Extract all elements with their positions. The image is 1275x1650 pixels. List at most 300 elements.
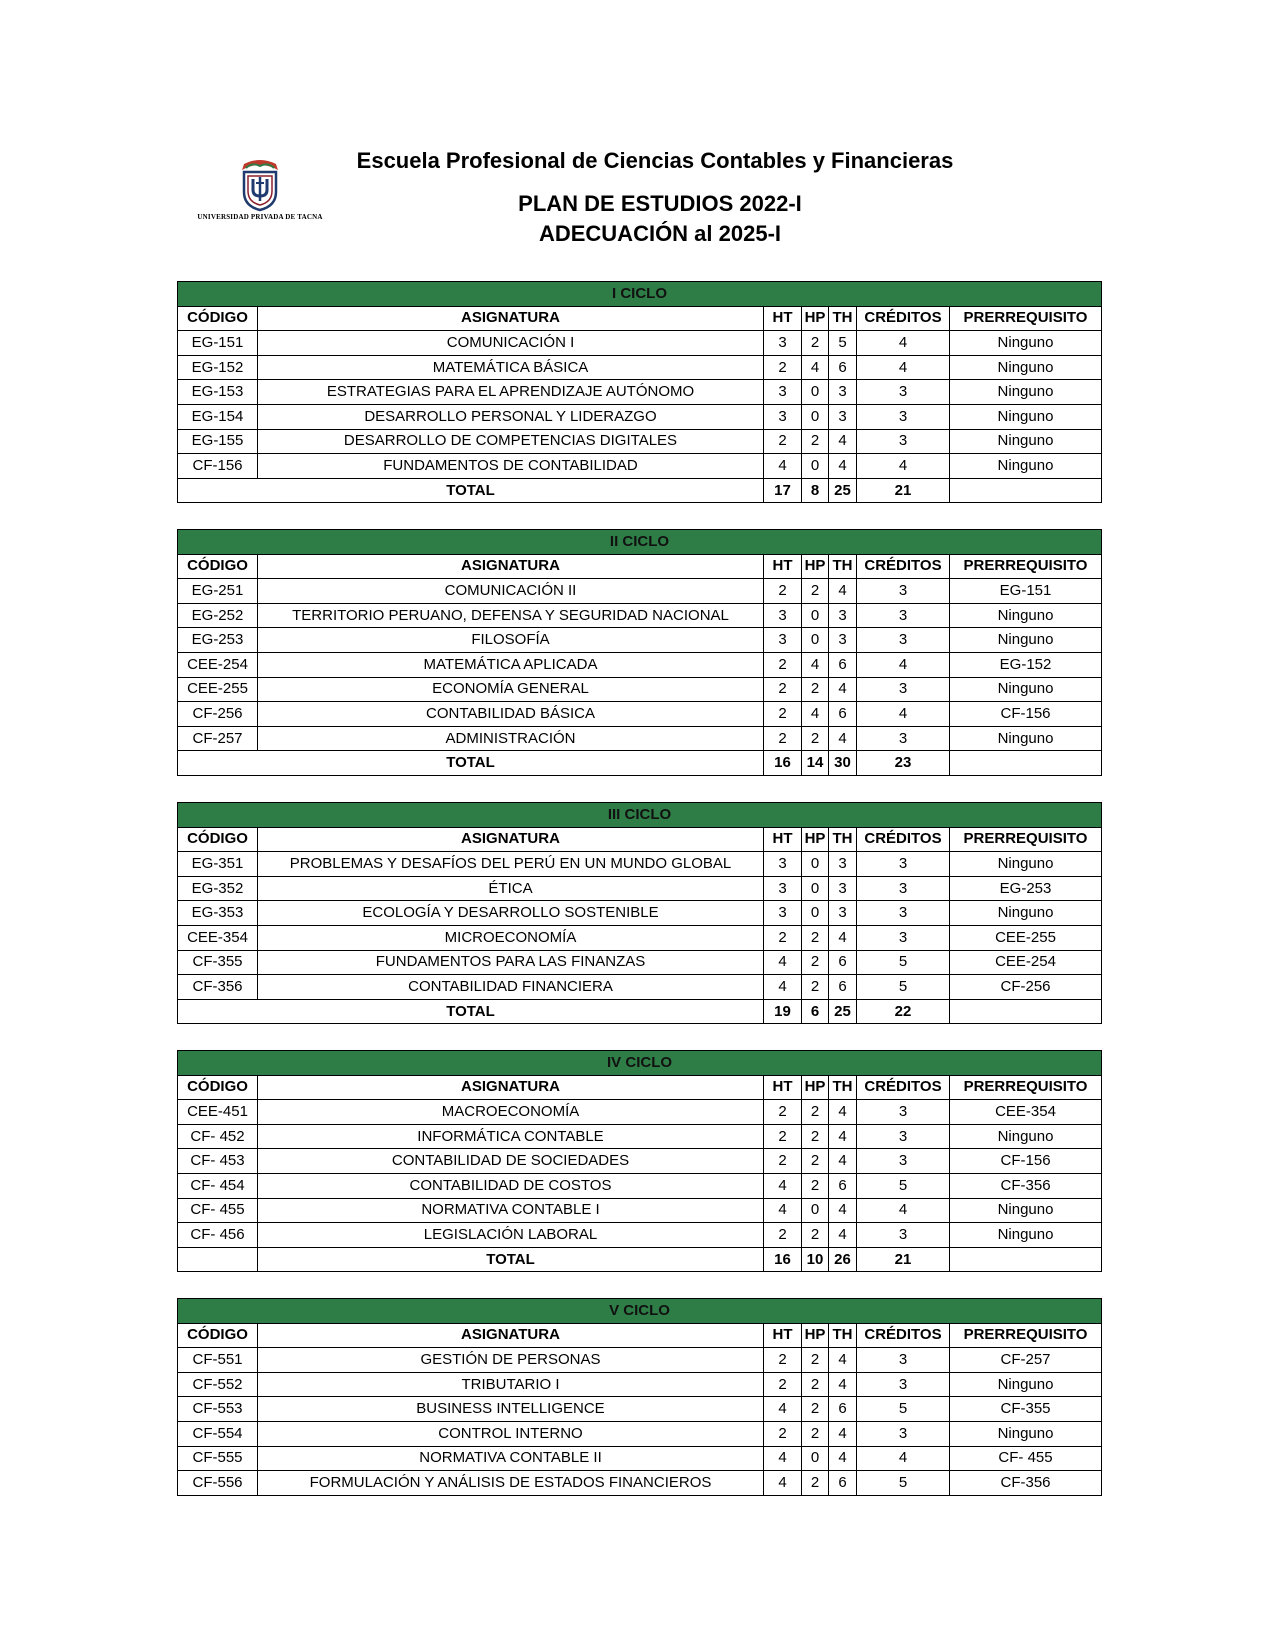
cell-hp: 2 bbox=[802, 331, 829, 356]
cell-prereq: CF-356 bbox=[950, 1471, 1102, 1496]
table-row bbox=[178, 1223, 1102, 1248]
table-row bbox=[178, 628, 1102, 653]
cycle-title: IV CICLO bbox=[178, 1051, 1102, 1076]
total-empty-cell bbox=[950, 751, 1102, 776]
cell-hp: 0 bbox=[802, 454, 829, 479]
cell-code: CF-551 bbox=[178, 1348, 258, 1373]
cell-prereq: Ninguno bbox=[950, 603, 1102, 628]
cell-credits: 4 bbox=[857, 454, 950, 479]
table-row bbox=[178, 454, 1102, 479]
cell-ht: 3 bbox=[764, 331, 802, 356]
cell-hp: 2 bbox=[802, 726, 829, 751]
table-row bbox=[178, 1149, 1102, 1174]
cell-th: 5 bbox=[829, 331, 857, 356]
cell-prereq: CF-257 bbox=[950, 1348, 1102, 1373]
cell-credits: 3 bbox=[857, 1372, 950, 1397]
cell-ht: 3 bbox=[764, 901, 802, 926]
column-header-prereq: PRERREQUISITO bbox=[950, 306, 1102, 331]
cell-ht: 4 bbox=[764, 1446, 802, 1471]
cell-code: CF-257 bbox=[178, 726, 258, 751]
cell-code: CF- 453 bbox=[178, 1149, 258, 1174]
cell-hp: 2 bbox=[802, 1348, 829, 1373]
cycle-title-row bbox=[178, 282, 1102, 307]
column-header-th: TH bbox=[829, 827, 857, 852]
cell-subject: COMUNICACIÓN I bbox=[258, 331, 764, 356]
cell-th: 4 bbox=[829, 1446, 857, 1471]
column-header-ht: HT bbox=[764, 306, 802, 331]
cycle-title-row bbox=[178, 530, 1102, 555]
total-ht: 16 bbox=[764, 1247, 802, 1272]
cell-hp: 2 bbox=[802, 429, 829, 454]
cell-code: EG-352 bbox=[178, 876, 258, 901]
cell-subject: CONTABILIDAD DE COSTOS bbox=[258, 1173, 764, 1198]
cell-credits: 5 bbox=[857, 1173, 950, 1198]
cell-prereq: Ninguno bbox=[950, 404, 1102, 429]
cell-credits: 3 bbox=[857, 429, 950, 454]
table-row bbox=[178, 1348, 1102, 1373]
table-row bbox=[178, 1100, 1102, 1125]
table-row bbox=[178, 726, 1102, 751]
cell-code: CF-552 bbox=[178, 1372, 258, 1397]
table-row bbox=[178, 652, 1102, 677]
total-hp: 8 bbox=[802, 478, 829, 503]
school-title: Escuela Profesional de Ciencias Contables y Financieras bbox=[356, 148, 954, 173]
cell-credits: 3 bbox=[857, 876, 950, 901]
column-header-subject: ASIGNATURA bbox=[258, 554, 764, 579]
total-empty-cell bbox=[178, 1247, 258, 1272]
cell-credits: 5 bbox=[857, 1397, 950, 1422]
cell-credits: 3 bbox=[857, 1100, 950, 1125]
cell-prereq: Ninguno bbox=[950, 429, 1102, 454]
column-header-code: CÓDIGO bbox=[178, 827, 258, 852]
cell-subject: INFORMÁTICA CONTABLE bbox=[258, 1124, 764, 1149]
total-credits: 22 bbox=[857, 999, 950, 1024]
cell-credits: 5 bbox=[857, 950, 950, 975]
table-row bbox=[178, 677, 1102, 702]
cell-ht: 2 bbox=[764, 355, 802, 380]
cell-credits: 3 bbox=[857, 404, 950, 429]
total-credits: 21 bbox=[857, 1247, 950, 1272]
cell-prereq: CF-356 bbox=[950, 1173, 1102, 1198]
cell-credits: 3 bbox=[857, 901, 950, 926]
cell-th: 3 bbox=[829, 404, 857, 429]
table-row bbox=[178, 429, 1102, 454]
cell-credits: 4 bbox=[857, 1446, 950, 1471]
cell-subject: MICROECONOMÍA bbox=[258, 925, 764, 950]
total-row bbox=[178, 751, 1102, 776]
cycle-table bbox=[177, 529, 1102, 776]
cell-prereq: CF-355 bbox=[950, 1397, 1102, 1422]
cell-hp: 2 bbox=[802, 1173, 829, 1198]
table-row bbox=[178, 702, 1102, 727]
cycle-title-row bbox=[178, 1051, 1102, 1076]
column-header-row bbox=[178, 1323, 1102, 1348]
cell-prereq: Ninguno bbox=[950, 454, 1102, 479]
university-logo bbox=[190, 158, 330, 230]
cell-ht: 2 bbox=[764, 1372, 802, 1397]
column-header-row bbox=[178, 1075, 1102, 1100]
total-label: TOTAL bbox=[178, 999, 764, 1024]
cell-code: EG-154 bbox=[178, 404, 258, 429]
cell-prereq: CF-156 bbox=[950, 702, 1102, 727]
cell-code: CF-553 bbox=[178, 1397, 258, 1422]
cell-subject: FORMULACIÓN Y ANÁLISIS DE ESTADOS FINANCIEROS bbox=[258, 1471, 764, 1496]
plan-title-line-2: ADECUACIÓN al 2025-I bbox=[538, 221, 782, 246]
cell-ht: 2 bbox=[764, 702, 802, 727]
cell-ht: 2 bbox=[764, 1149, 802, 1174]
cell-prereq: CEE-354 bbox=[950, 1100, 1102, 1125]
cell-credits: 3 bbox=[857, 1124, 950, 1149]
cell-hp: 2 bbox=[802, 1100, 829, 1125]
cell-subject: NORMATIVA CONTABLE I bbox=[258, 1198, 764, 1223]
column-header-prereq: PRERREQUISITO bbox=[950, 1075, 1102, 1100]
cell-credits: 3 bbox=[857, 1223, 950, 1248]
column-header-th: TH bbox=[829, 306, 857, 331]
cell-ht: 4 bbox=[764, 1397, 802, 1422]
cell-credits: 5 bbox=[857, 1471, 950, 1496]
cell-code: CEE-451 bbox=[178, 1100, 258, 1125]
cycle-title: II CICLO bbox=[178, 530, 1102, 555]
cell-ht: 3 bbox=[764, 404, 802, 429]
cell-th: 4 bbox=[829, 1372, 857, 1397]
cell-th: 6 bbox=[829, 975, 857, 1000]
column-header-th: TH bbox=[829, 1075, 857, 1100]
cell-code: EG-153 bbox=[178, 380, 258, 405]
cell-prereq: Ninguno bbox=[950, 677, 1102, 702]
cell-th: 4 bbox=[829, 1348, 857, 1373]
cell-th: 3 bbox=[829, 603, 857, 628]
plan-title bbox=[480, 189, 840, 249]
total-th: 25 bbox=[829, 478, 857, 503]
cell-hp: 2 bbox=[802, 1372, 829, 1397]
table-row bbox=[178, 901, 1102, 926]
column-header-ht: HT bbox=[764, 1075, 802, 1100]
cycle-title-row bbox=[178, 1299, 1102, 1324]
cell-prereq: CF-256 bbox=[950, 975, 1102, 1000]
cell-code: CF-356 bbox=[178, 975, 258, 1000]
cell-hp: 0 bbox=[802, 603, 829, 628]
column-header-hp: HP bbox=[802, 554, 829, 579]
cell-hp: 0 bbox=[802, 380, 829, 405]
cell-subject: GESTIÓN DE PERSONAS bbox=[258, 1348, 764, 1373]
column-header-row bbox=[178, 554, 1102, 579]
cell-ht: 4 bbox=[764, 1471, 802, 1496]
total-empty-cell bbox=[950, 1247, 1102, 1272]
cycle-title: I CICLO bbox=[178, 282, 1102, 307]
column-header-row bbox=[178, 306, 1102, 331]
cell-prereq: Ninguno bbox=[950, 852, 1102, 877]
column-header-hp: HP bbox=[802, 827, 829, 852]
column-header-credits: CRÉDITOS bbox=[857, 1323, 950, 1348]
cell-hp: 2 bbox=[802, 950, 829, 975]
cell-credits: 4 bbox=[857, 1198, 950, 1223]
cell-th: 6 bbox=[829, 1173, 857, 1198]
cell-th: 3 bbox=[829, 852, 857, 877]
column-header-credits: CRÉDITOS bbox=[857, 306, 950, 331]
cell-ht: 2 bbox=[764, 677, 802, 702]
total-th: 26 bbox=[829, 1247, 857, 1272]
table-row bbox=[178, 603, 1102, 628]
cell-th: 4 bbox=[829, 579, 857, 604]
cell-th: 6 bbox=[829, 1397, 857, 1422]
cell-prereq: Ninguno bbox=[950, 1124, 1102, 1149]
column-header-subject: ASIGNATURA bbox=[258, 306, 764, 331]
cycle-title: III CICLO bbox=[178, 803, 1102, 828]
cell-prereq: EG-253 bbox=[950, 876, 1102, 901]
table-row bbox=[178, 1397, 1102, 1422]
cell-ht: 2 bbox=[764, 1223, 802, 1248]
cell-hp: 4 bbox=[802, 702, 829, 727]
cell-ht: 3 bbox=[764, 380, 802, 405]
table-row bbox=[178, 925, 1102, 950]
cell-hp: 2 bbox=[802, 975, 829, 1000]
cell-subject: BUSINESS INTELLIGENCE bbox=[258, 1397, 764, 1422]
cell-prereq: CEE-255 bbox=[950, 925, 1102, 950]
column-header-code: CÓDIGO bbox=[178, 306, 258, 331]
cell-code: CF- 455 bbox=[178, 1198, 258, 1223]
cell-code: EG-252 bbox=[178, 603, 258, 628]
column-header-credits: CRÉDITOS bbox=[857, 554, 950, 579]
cell-code: CF-156 bbox=[178, 454, 258, 479]
column-header-subject: ASIGNATURA bbox=[258, 1075, 764, 1100]
cell-credits: 3 bbox=[857, 1348, 950, 1373]
cell-prereq: Ninguno bbox=[950, 380, 1102, 405]
total-hp: 14 bbox=[802, 751, 829, 776]
cell-hp: 2 bbox=[802, 579, 829, 604]
plan-title-line-1: PLAN DE ESTUDIOS 2022-I bbox=[518, 191, 802, 216]
cell-ht: 4 bbox=[764, 975, 802, 1000]
cell-code: CF-556 bbox=[178, 1471, 258, 1496]
column-header-prereq: PRERREQUISITO bbox=[950, 554, 1102, 579]
cell-credits: 4 bbox=[857, 355, 950, 380]
cell-subject: DESARROLLO PERSONAL Y LIDERAZGO bbox=[258, 404, 764, 429]
cell-prereq: CF-156 bbox=[950, 1149, 1102, 1174]
cell-subject: FUNDAMENTOS PARA LAS FINANZAS bbox=[258, 950, 764, 975]
cell-ht: 3 bbox=[764, 876, 802, 901]
cycle-title: V CICLO bbox=[178, 1299, 1102, 1324]
column-header-hp: HP bbox=[802, 1323, 829, 1348]
cell-credits: 3 bbox=[857, 628, 950, 653]
total-row bbox=[178, 1247, 1102, 1272]
cell-subject: ÉTICA bbox=[258, 876, 764, 901]
table-row bbox=[178, 950, 1102, 975]
cell-code: CF- 456 bbox=[178, 1223, 258, 1248]
cell-code: CF- 454 bbox=[178, 1173, 258, 1198]
cell-code: CEE-354 bbox=[178, 925, 258, 950]
cell-prereq: Ninguno bbox=[950, 1223, 1102, 1248]
column-header-subject: ASIGNATURA bbox=[258, 1323, 764, 1348]
cell-prereq: Ninguno bbox=[950, 1198, 1102, 1223]
cell-ht: 2 bbox=[764, 925, 802, 950]
cell-th: 6 bbox=[829, 1471, 857, 1496]
column-header-hp: HP bbox=[802, 306, 829, 331]
total-row bbox=[178, 999, 1102, 1024]
cell-th: 4 bbox=[829, 1100, 857, 1125]
cell-ht: 4 bbox=[764, 1173, 802, 1198]
column-header-ht: HT bbox=[764, 827, 802, 852]
table-row bbox=[178, 1198, 1102, 1223]
cell-credits: 3 bbox=[857, 677, 950, 702]
cell-hp: 2 bbox=[802, 1471, 829, 1496]
cell-code: CF-256 bbox=[178, 702, 258, 727]
table-row bbox=[178, 1471, 1102, 1496]
cell-th: 6 bbox=[829, 355, 857, 380]
cell-hp: 0 bbox=[802, 901, 829, 926]
cell-prereq: CF- 455 bbox=[950, 1446, 1102, 1471]
cell-ht: 3 bbox=[764, 852, 802, 877]
cell-subject: COMUNICACIÓN II bbox=[258, 579, 764, 604]
total-ht: 16 bbox=[764, 751, 802, 776]
cell-hp: 0 bbox=[802, 404, 829, 429]
cell-subject: MATEMÁTICA APLICADA bbox=[258, 652, 764, 677]
table-row bbox=[178, 1173, 1102, 1198]
cell-hp: 0 bbox=[802, 1446, 829, 1471]
column-header-code: CÓDIGO bbox=[178, 554, 258, 579]
table-row bbox=[178, 579, 1102, 604]
cell-th: 6 bbox=[829, 950, 857, 975]
cell-prereq: CEE-254 bbox=[950, 950, 1102, 975]
cell-credits: 3 bbox=[857, 925, 950, 950]
table-row bbox=[178, 355, 1102, 380]
cell-code: EG-152 bbox=[178, 355, 258, 380]
cell-subject: CONTABILIDAD BÁSICA bbox=[258, 702, 764, 727]
total-label: TOTAL bbox=[178, 751, 764, 776]
total-empty-cell bbox=[950, 999, 1102, 1024]
column-header-hp: HP bbox=[802, 1075, 829, 1100]
cell-credits: 3 bbox=[857, 603, 950, 628]
cell-subject: TERRITORIO PERUANO, DEFENSA Y SEGURIDAD NACIONAL bbox=[258, 603, 764, 628]
cell-hp: 2 bbox=[802, 925, 829, 950]
cell-th: 3 bbox=[829, 628, 857, 653]
cell-hp: 2 bbox=[802, 1421, 829, 1446]
cell-code: EG-251 bbox=[178, 579, 258, 604]
cell-ht: 2 bbox=[764, 579, 802, 604]
cell-subject: MACROECONOMÍA bbox=[258, 1100, 764, 1125]
cell-hp: 2 bbox=[802, 1124, 829, 1149]
total-hp: 6 bbox=[802, 999, 829, 1024]
cell-code: EG-353 bbox=[178, 901, 258, 926]
cell-subject: CONTROL INTERNO bbox=[258, 1421, 764, 1446]
cell-credits: 3 bbox=[857, 852, 950, 877]
cell-hp: 0 bbox=[802, 628, 829, 653]
cell-prereq: EG-152 bbox=[950, 652, 1102, 677]
cycle-table bbox=[177, 1050, 1102, 1272]
cell-subject: ECONOMÍA GENERAL bbox=[258, 677, 764, 702]
column-header-credits: CRÉDITOS bbox=[857, 1075, 950, 1100]
cell-hp: 0 bbox=[802, 876, 829, 901]
cell-subject: ESTRATEGIAS PARA EL APRENDIZAJE AUTÓNOMO bbox=[258, 380, 764, 405]
cell-ht: 2 bbox=[764, 1348, 802, 1373]
cell-prereq: Ninguno bbox=[950, 726, 1102, 751]
cell-th: 4 bbox=[829, 1124, 857, 1149]
cell-hp: 0 bbox=[802, 852, 829, 877]
cell-ht: 2 bbox=[764, 1421, 802, 1446]
column-header-prereq: PRERREQUISITO bbox=[950, 1323, 1102, 1348]
cell-code: EG-253 bbox=[178, 628, 258, 653]
cell-subject: NORMATIVA CONTABLE II bbox=[258, 1446, 764, 1471]
cell-prereq: Ninguno bbox=[950, 901, 1102, 926]
column-header-subject: ASIGNATURA bbox=[258, 827, 764, 852]
cell-credits: 3 bbox=[857, 726, 950, 751]
cell-subject: ADMINISTRACIÓN bbox=[258, 726, 764, 751]
cell-code: EG-155 bbox=[178, 429, 258, 454]
document-header bbox=[0, 0, 1275, 260]
cell-prereq: Ninguno bbox=[950, 628, 1102, 653]
cell-th: 3 bbox=[829, 380, 857, 405]
cell-prereq: Ninguno bbox=[950, 1421, 1102, 1446]
table-row bbox=[178, 1421, 1102, 1446]
cell-hp: 0 bbox=[802, 1198, 829, 1223]
column-header-ht: HT bbox=[764, 554, 802, 579]
cell-prereq: Ninguno bbox=[950, 355, 1102, 380]
cell-code: CF- 452 bbox=[178, 1124, 258, 1149]
cell-th: 4 bbox=[829, 1223, 857, 1248]
cell-ht: 2 bbox=[764, 1100, 802, 1125]
cell-subject: DESARROLLO DE COMPETENCIAS DIGITALES bbox=[258, 429, 764, 454]
total-ht: 19 bbox=[764, 999, 802, 1024]
cell-credits: 5 bbox=[857, 975, 950, 1000]
total-credits: 23 bbox=[857, 751, 950, 776]
cell-code: CF-555 bbox=[178, 1446, 258, 1471]
cell-credits: 4 bbox=[857, 331, 950, 356]
total-hp: 10 bbox=[802, 1247, 829, 1272]
total-label: TOTAL bbox=[178, 478, 764, 503]
cell-prereq: EG-151 bbox=[950, 579, 1102, 604]
cell-subject: PROBLEMAS Y DESAFÍOS DEL PERÚ EN UN MUNDO GLOBAL bbox=[258, 852, 764, 877]
cell-credits: 4 bbox=[857, 702, 950, 727]
table-row bbox=[178, 404, 1102, 429]
cell-th: 4 bbox=[829, 1421, 857, 1446]
cell-ht: 4 bbox=[764, 454, 802, 479]
cell-th: 4 bbox=[829, 726, 857, 751]
cell-subject: CONTABILIDAD FINANCIERA bbox=[258, 975, 764, 1000]
column-header-code: CÓDIGO bbox=[178, 1075, 258, 1100]
cell-ht: 4 bbox=[764, 1198, 802, 1223]
column-header-th: TH bbox=[829, 554, 857, 579]
table-row bbox=[178, 1372, 1102, 1397]
university-crest-icon bbox=[236, 158, 284, 212]
cell-subject: FUNDAMENTOS DE CONTABILIDAD bbox=[258, 454, 764, 479]
total-th: 25 bbox=[829, 999, 857, 1024]
cycle-table bbox=[177, 802, 1102, 1024]
cell-prereq: Ninguno bbox=[950, 331, 1102, 356]
cell-ht: 2 bbox=[764, 429, 802, 454]
cell-th: 6 bbox=[829, 702, 857, 727]
cell-hp: 4 bbox=[802, 355, 829, 380]
cell-code: CF-355 bbox=[178, 950, 258, 975]
cell-code: CEE-255 bbox=[178, 677, 258, 702]
cell-subject: ECOLOGÍA Y DESARROLLO SOSTENIBLE bbox=[258, 901, 764, 926]
total-ht: 17 bbox=[764, 478, 802, 503]
cell-th: 6 bbox=[829, 652, 857, 677]
total-empty-cell bbox=[950, 478, 1102, 503]
cell-ht: 2 bbox=[764, 1124, 802, 1149]
cycle-table bbox=[177, 1298, 1102, 1496]
cell-th: 4 bbox=[829, 925, 857, 950]
cell-th: 4 bbox=[829, 1198, 857, 1223]
cell-credits: 4 bbox=[857, 652, 950, 677]
total-th: 30 bbox=[829, 751, 857, 776]
cell-subject: FILOSOFÍA bbox=[258, 628, 764, 653]
total-credits: 21 bbox=[857, 478, 950, 503]
cell-ht: 4 bbox=[764, 950, 802, 975]
table-row bbox=[178, 975, 1102, 1000]
column-header-prereq: PRERREQUISITO bbox=[950, 827, 1102, 852]
cycle-table bbox=[177, 281, 1102, 503]
table-row bbox=[178, 1446, 1102, 1471]
cell-th: 4 bbox=[829, 429, 857, 454]
cell-credits: 3 bbox=[857, 380, 950, 405]
